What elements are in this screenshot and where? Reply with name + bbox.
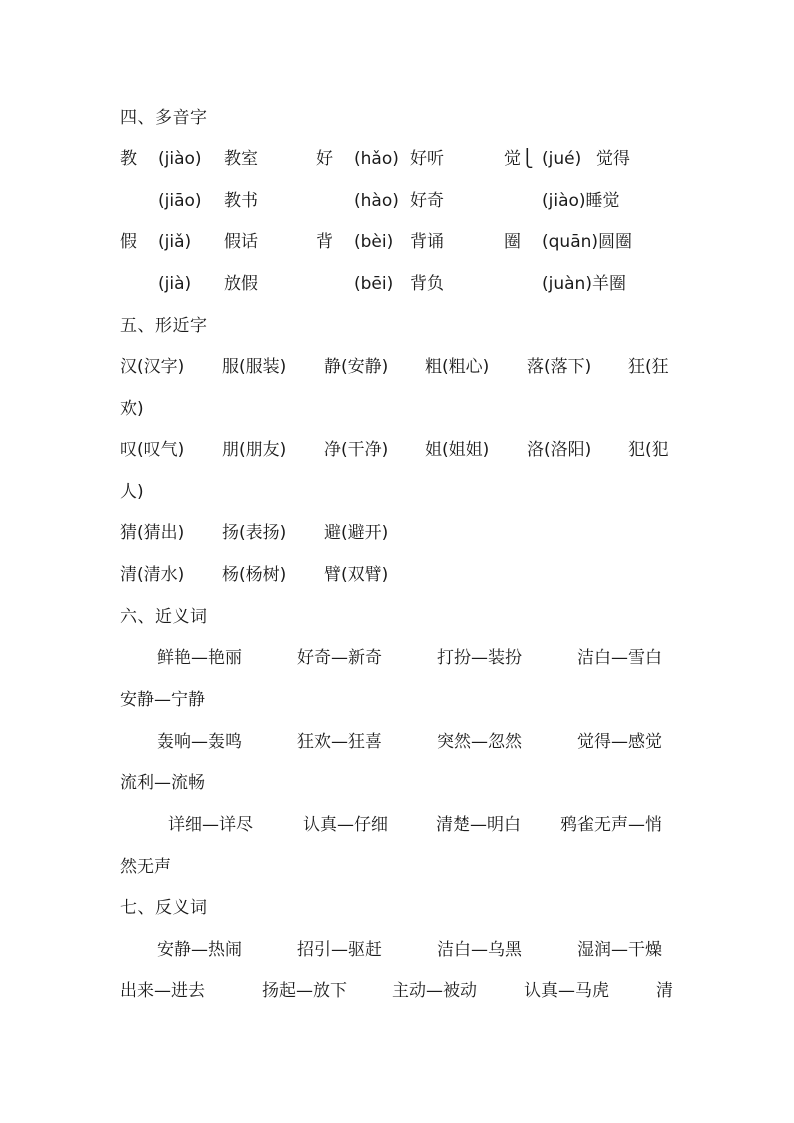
word: 觉得 <box>596 149 630 169</box>
synonym-pair: 详细—详尽 <box>168 815 253 835</box>
word: 背负 <box>410 274 444 294</box>
section-heading-antonyms <box>120 896 676 920</box>
similar-char-item: 净(干净) <box>324 440 389 460</box>
polyphone-char: 圈 <box>504 232 521 252</box>
pinyin-word: (juàn)羊圈 <box>542 274 626 294</box>
antonym-pair: 洁白—乌黑 <box>437 940 522 960</box>
antonym-pair: 认真—马虎 <box>524 981 609 1001</box>
synonym-pair: 洁白—雪白 <box>577 648 662 668</box>
word: 放假 <box>224 274 258 294</box>
similar-char-item: 欢) <box>120 399 144 419</box>
pinyin-word: (jiào)睡觉 <box>542 191 620 211</box>
polyphone-char: 假 <box>120 232 137 252</box>
heading-text: 五、形近字 <box>120 316 208 336</box>
similar-char-item: 汉(汉字) <box>120 357 185 377</box>
synonym-pair: 觉得—感觉 <box>577 732 662 752</box>
word: 好奇 <box>410 191 444 211</box>
similar-char-item: 姐(姐姐) <box>425 440 490 460</box>
heading-text: 四、多音字 <box>120 108 208 128</box>
similar-char-item: 犯(犯 <box>628 440 669 460</box>
synonym-pair: 认真—仔细 <box>303 815 388 835</box>
heading-text: 六、近义词 <box>120 607 208 627</box>
synonym-pair: 流利—流畅 <box>120 773 205 793</box>
pinyin: (jiào) <box>158 149 202 169</box>
similar-char-item: 叹(叹气) <box>120 440 185 460</box>
heading-text: 七、反义词 <box>120 898 208 918</box>
section-heading-similar-chars <box>120 314 676 338</box>
pinyin: (bèi) <box>354 232 394 252</box>
antonym-pair: 清 <box>656 981 673 1001</box>
similar-char-item: 扬(表扬) <box>222 523 287 543</box>
polyphone-row-1 <box>120 147 676 171</box>
similar-char-item: 粗(粗心) <box>425 357 490 377</box>
word: 假话 <box>224 232 258 252</box>
similar-char-row-1-wrap <box>120 397 676 421</box>
word: 教书 <box>224 191 258 211</box>
pinyin-word: (quān)圆圈 <box>542 232 633 252</box>
antonym-pair: 主动—被动 <box>392 981 477 1001</box>
similar-char-row-2-wrap <box>120 480 676 504</box>
antonym-pair: 扬起—放下 <box>262 981 347 1001</box>
synonym-pair: 鲜艳—艳丽 <box>157 648 242 668</box>
similar-char-item: 洛(洛阳) <box>527 440 592 460</box>
similar-char-row-1 <box>120 355 676 379</box>
antonym-row-2 <box>120 979 676 1003</box>
synonym-row-2 <box>120 730 676 754</box>
polyphone-char: 好 <box>316 149 333 169</box>
section-heading-polyphones <box>120 106 676 130</box>
section-heading-synonyms <box>120 605 676 629</box>
polyphone-row-4 <box>120 272 676 296</box>
similar-char-item: 人) <box>120 482 144 502</box>
synonym-row-3 <box>120 813 676 837</box>
pinyin: (jiāo) <box>158 191 202 211</box>
antonym-pair: 招引—驱赶 <box>297 940 382 960</box>
similar-char-item: 杨(杨树) <box>222 565 287 585</box>
pinyin: (jué) <box>542 149 582 169</box>
polyphone-char: 背 <box>316 232 333 252</box>
similar-char-row-4 <box>120 563 676 587</box>
similar-char-item: 落(落下) <box>527 357 592 377</box>
similar-char-item: 狂(狂 <box>628 357 669 377</box>
similar-char-item: 静(安静) <box>324 357 389 377</box>
synonym-row-3-wrap <box>120 855 676 879</box>
antonym-pair: 湿润—干燥 <box>577 940 662 960</box>
polyphone-row-3 <box>120 230 676 254</box>
antonym-pair: 出来—进去 <box>120 981 205 1001</box>
synonym-pair: 轰响—轰鸣 <box>157 732 242 752</box>
synonym-pair: 清楚—明白 <box>436 815 521 835</box>
similar-char-item: 猜(猜出) <box>120 523 185 543</box>
similar-char-item: 服(服装) <box>222 357 287 377</box>
similar-char-item: 臂(双臂) <box>324 565 389 585</box>
synonym-pair: 好奇—新奇 <box>297 648 382 668</box>
synonym-row-1-wrap <box>120 688 676 712</box>
word: 背诵 <box>410 232 444 252</box>
similar-char-row-2 <box>120 438 676 462</box>
pinyin: (bēi) <box>354 274 394 294</box>
synonym-pair: 突然—忽然 <box>437 732 522 752</box>
similar-char-item: 清(清水) <box>120 565 185 585</box>
synonym-pair: 安静—宁静 <box>120 690 205 710</box>
synonym-row-2-wrap <box>120 771 676 795</box>
antonym-pair: 安静—热闹 <box>157 940 242 960</box>
polyphone-char: 教 <box>120 149 137 169</box>
pinyin: (hǎo) <box>354 149 399 169</box>
similar-char-row-3 <box>120 521 676 545</box>
word: 教室 <box>224 149 258 169</box>
polyphone-char: 觉⎩ <box>504 149 534 169</box>
pinyin: (jiǎ) <box>158 232 192 252</box>
pinyin: (hào) <box>354 191 399 211</box>
polyphone-row-2 <box>120 189 676 213</box>
antonym-row-1 <box>120 938 676 962</box>
word: 好听 <box>410 149 444 169</box>
synonym-pair: 然无声 <box>120 857 171 877</box>
pinyin: (jià) <box>158 274 192 294</box>
synonym-pair: 狂欢—狂喜 <box>297 732 382 752</box>
similar-char-item: 朋(朋友) <box>222 440 287 460</box>
synonym-row-1 <box>120 646 676 670</box>
synonym-pair: 打扮—装扮 <box>437 648 522 668</box>
similar-char-item: 避(避开) <box>324 523 389 543</box>
synonym-pair: 鸦雀无声—悄 <box>560 815 662 835</box>
